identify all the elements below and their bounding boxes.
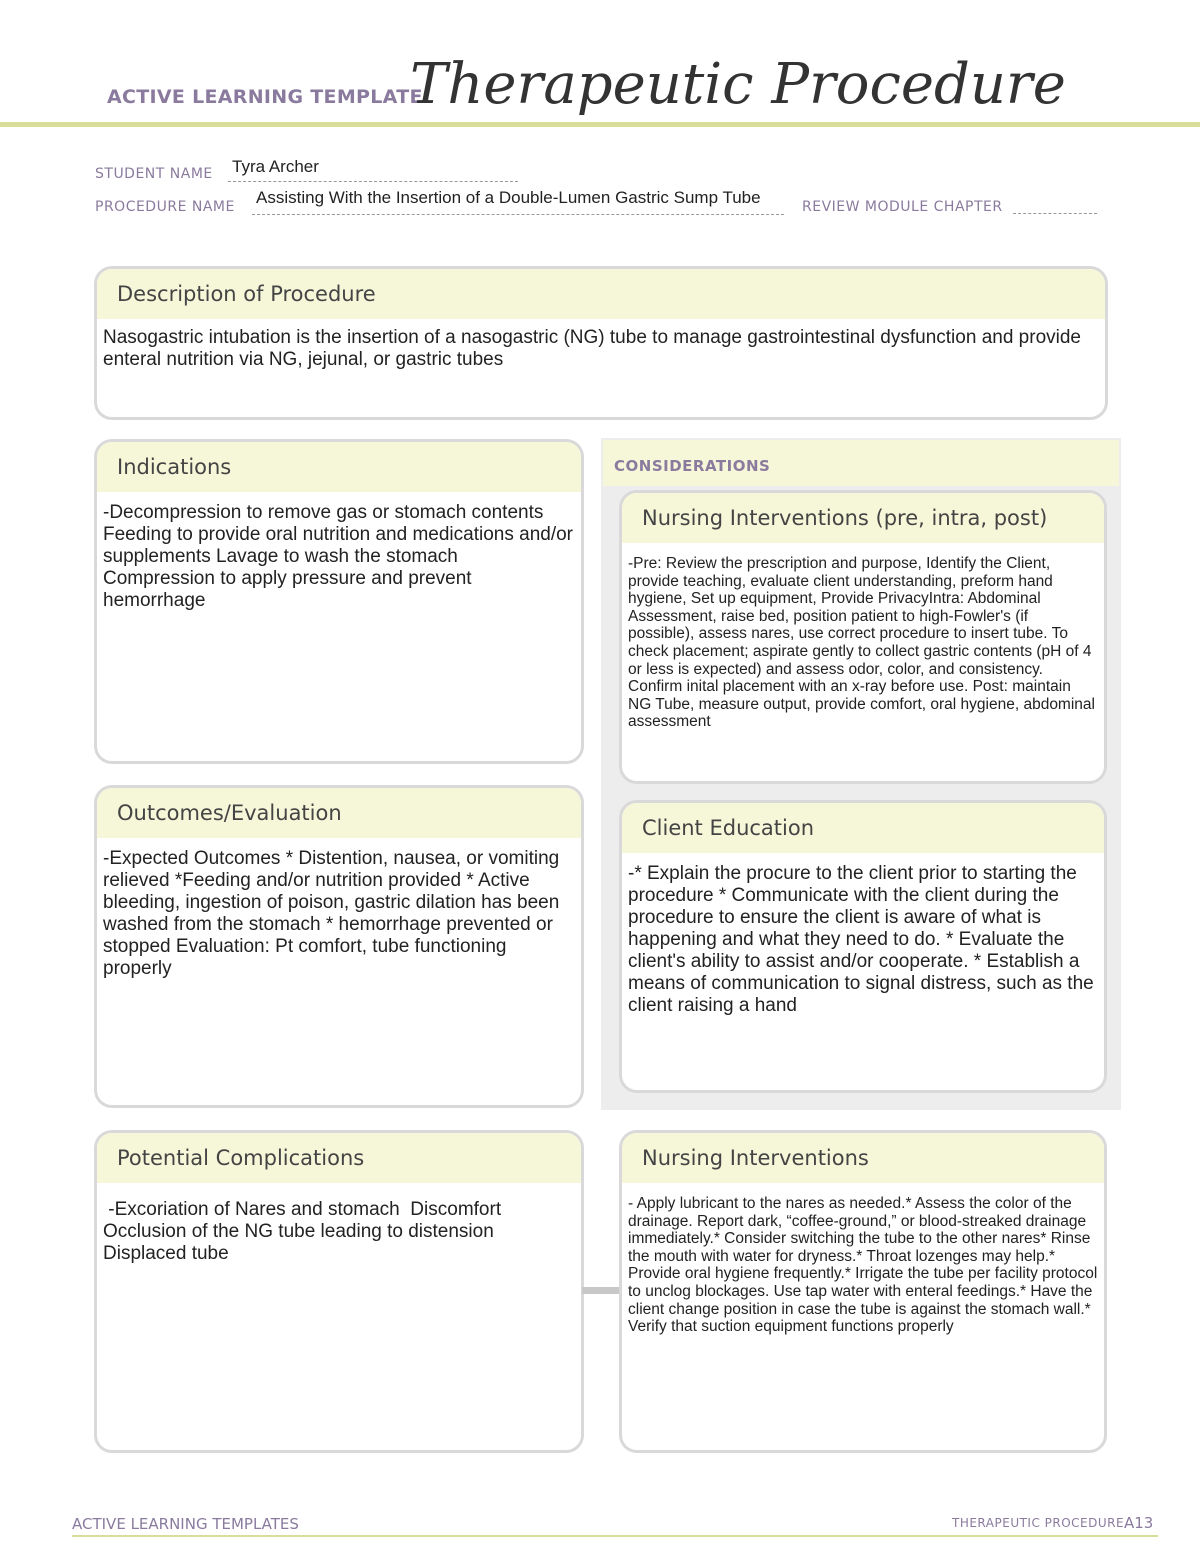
nursing-interventions-card — [619, 1130, 1107, 1453]
complications-text[interactable]: -Excoriation of Nares and stomach Discomfort Occlusion of the NG tube leading to distension Displaced tube — [103, 1199, 507, 1264]
student-name-field[interactable] — [228, 157, 518, 182]
indications-text[interactable]: -Decompression to remove gas or stomach contents Feeding to provide oral nutrition and medications and/or supplements Lavage to wash the stomach Compression to apply pressure and prevent hemorrhage — [103, 502, 574, 611]
footer-left: ACTIVE LEARNING TEMPLATES — [72, 1515, 299, 1533]
template-label: ACTIVE LEARNING TEMPLATE: — [107, 86, 431, 108]
footer-right: THERAPEUTIC PROCEDURE — [952, 1516, 1125, 1530]
footer-rule — [72, 1535, 1158, 1537]
review-module-label: REVIEW MODULE CHAPTER — [802, 199, 1003, 215]
indications-card — [94, 439, 584, 764]
header-rule — [0, 122, 1200, 127]
nursing-interventions-pip-text[interactable]: -Pre: Review the prescription and purpose, Identify the Client, provide teaching, evaluate client understanding, preform hand hygiene, Set up equipment, Provide PrivacyIntra: Abdominal Assessment, raise bed, position patient to high-Fowler's (if possible), assess nares, use correct procedure to insert tube. To check placement; aspirate gently to collect gastric contents (pH of 4 or less is expected) and assess odor, color, and consistency. Confirm inital placement with an x-ray before use. Post: maintain NG Tube, measure output, provide comfort, oral hygiene, abdominal assessment — [628, 555, 1095, 731]
client-education-card — [619, 800, 1107, 1093]
student-name-value: Tyra Archer — [232, 157, 319, 176]
nursing-interventions-pip-card — [619, 490, 1107, 784]
page-number: A13 — [1124, 1514, 1154, 1532]
connector-bar — [582, 1287, 620, 1294]
student-name-label: STUDENT NAME — [95, 166, 213, 182]
complications-heading: Potential Complications — [97, 1133, 581, 1183]
description-card — [94, 266, 1108, 420]
procedure-name-field[interactable] — [252, 188, 784, 215]
description-text[interactable]: Nasogastric intubation is the insertion of a nasogastric (NG) tube to manage gastrointestinal dysfunction and provide enteral nutrition via NG, jejunal, or gastric tubes — [103, 327, 1081, 370]
page-title: Therapeutic Procedure — [410, 52, 1066, 117]
procedure-name-value: Assisting With the Insertion of a Double-Lumen Gastric Sump Tube — [256, 188, 761, 207]
nursing-interventions-text[interactable]: - Apply lubricant to the nares as needed.* Assess the color of the drainage. Report dark, “coffee-ground,” or blood-streaked drainage immediately.* Consider switching the tube to the other nares* Rinse the mouth with water for dryness.* Throat lozenges may help.* Provide oral hygiene frequently.* Irrigate the tube per facility protocol to unclog blockages. Use tap water with enteral feedings.* Have the client change position in case the tube is against the stomach wall.* Verify that suction equipment functions properly — [628, 1195, 1098, 1336]
client-education-text[interactable]: -* Explain the procure to the client prior to starting the procedure * Communicate with the client during the procedure to ensure the client is aware of what is happening and what they need to do. * Evaluate the client's ability to assist and/or cooperate. * Establish a means of communication to signal distress, such as the client raising a hand — [628, 863, 1094, 1016]
complications-card — [94, 1130, 584, 1453]
nursing-interventions-pip-heading: Nursing Interventions (pre, intra, post) — [622, 493, 1104, 543]
indications-heading: Indications — [97, 442, 581, 492]
review-module-field[interactable] — [1013, 197, 1097, 214]
description-heading: Description of Procedure — [97, 269, 1105, 319]
outcomes-card — [94, 785, 584, 1108]
outcomes-heading: Outcomes/Evaluation — [97, 788, 581, 838]
nursing-interventions-heading: Nursing Interventions — [622, 1133, 1104, 1183]
client-education-heading: Client Education — [622, 803, 1104, 853]
procedure-name-label: PROCEDURE NAME — [95, 199, 235, 215]
outcomes-text[interactable]: -Expected Outcomes * Distention, nausea, or vomiting relieved *Feeding and/or nutrition provided * Active bleeding, ingestion of poison, gastric dilation has been washed from the stomach * hemorrhage prevented or stopped Evaluation: Pt comfort, tube functioning properly — [103, 848, 560, 979]
considerations-label: CONSIDERATIONS — [614, 457, 771, 475]
